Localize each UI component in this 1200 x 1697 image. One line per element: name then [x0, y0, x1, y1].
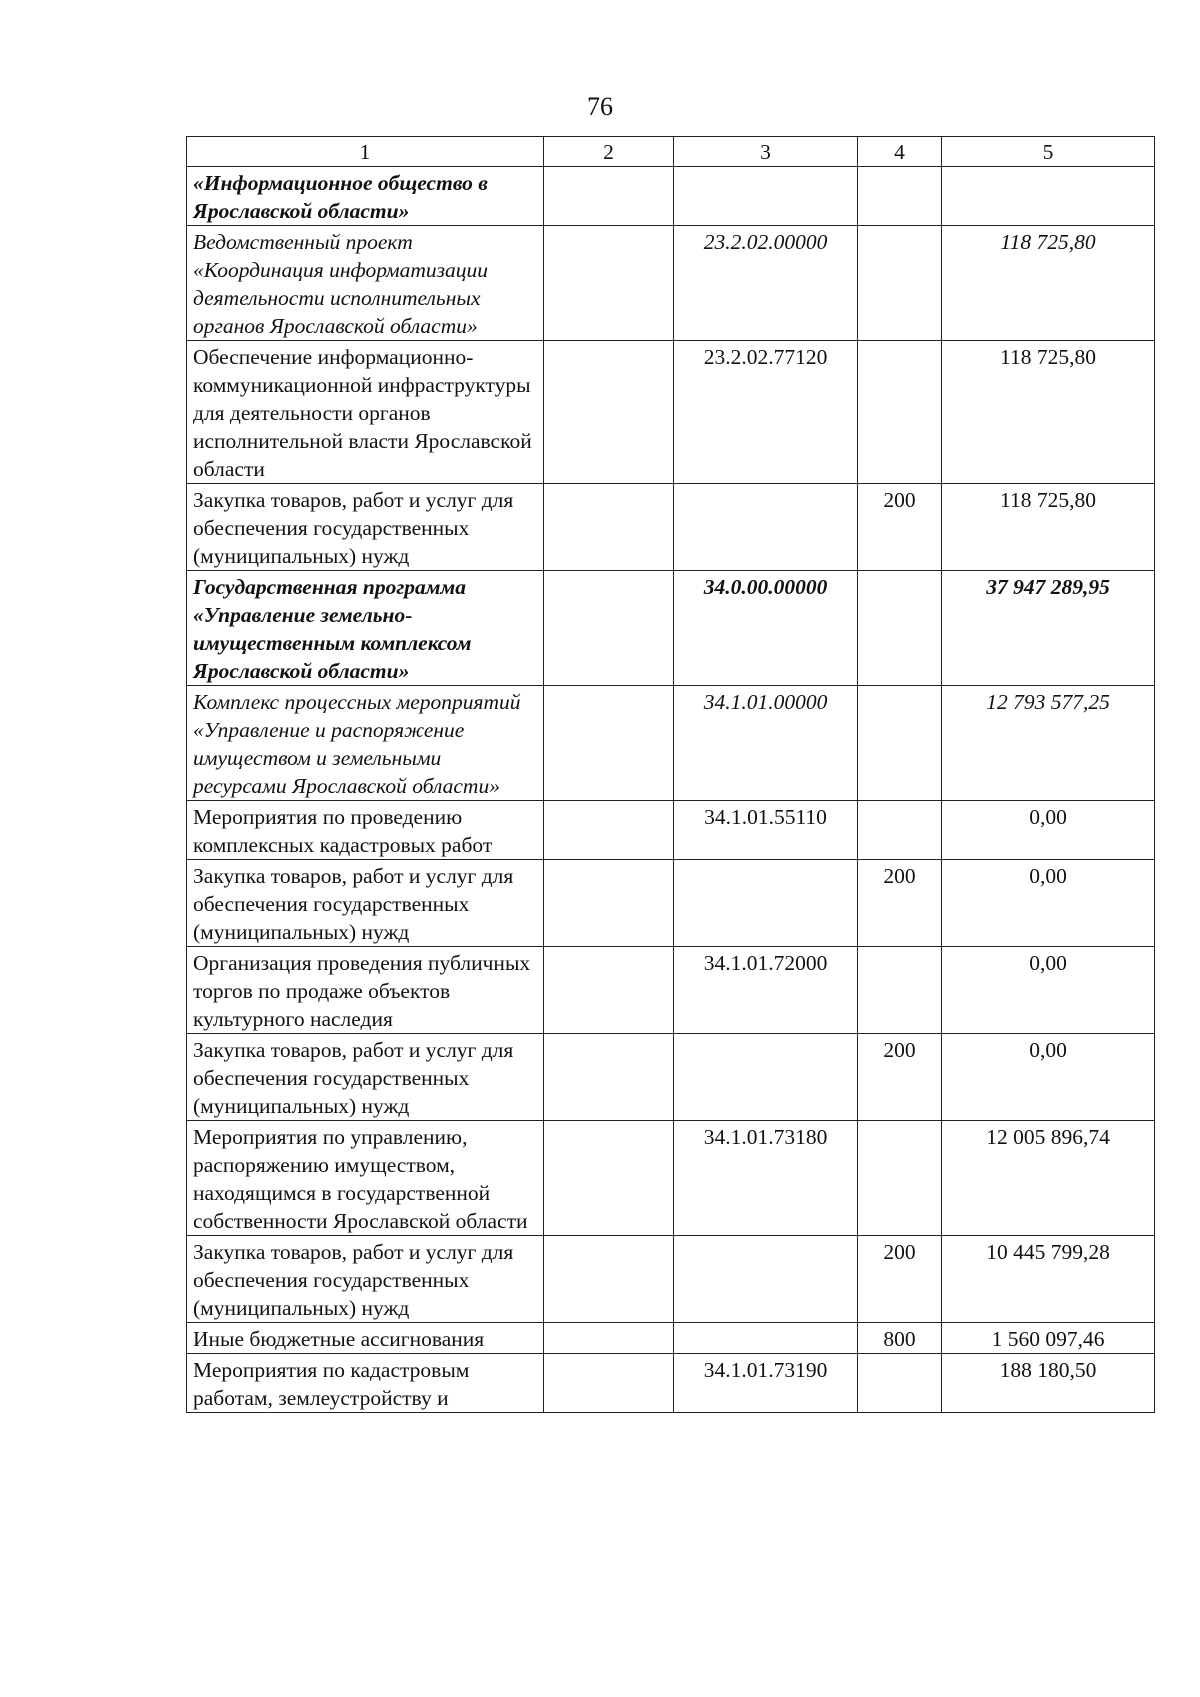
table-row [187, 686, 1155, 801]
column-header-5: 5 [942, 137, 1155, 167]
row-code-cell: 34.1.01.00000 [674, 686, 858, 801]
row-code-cell: 34.1.01.72000 [674, 947, 858, 1034]
row-name-cell: Закупка товаров, работ и услуг для обеспечения государственных (муниципальных) нужд [187, 1034, 544, 1121]
row-column-2-cell [544, 1354, 674, 1413]
table-row [187, 167, 1155, 226]
row-code-cell: 34.0.00.00000 [674, 571, 858, 686]
row-column-2-cell [544, 1236, 674, 1323]
row-column-2-cell [544, 226, 674, 341]
row-amount-cell: 0,00 [942, 1034, 1155, 1121]
row-name-cell: Закупка товаров, работ и услуг для обеспечения государственных (муниципальных) нужд [187, 1236, 544, 1323]
row-amount-cell: 10 445 799,28 [942, 1236, 1155, 1323]
row-type-cell [858, 167, 942, 226]
table-row [187, 484, 1155, 571]
row-amount-cell: 0,00 [942, 801, 1155, 860]
row-type-cell [858, 1354, 942, 1413]
table-row [187, 226, 1155, 341]
row-name-cell: Организация проведения публичных торгов по продаже объектов культурного наследия [187, 947, 544, 1034]
row-type-cell: 200 [858, 1236, 942, 1323]
column-header-3: 3 [674, 137, 858, 167]
row-column-2-cell [544, 1323, 674, 1354]
table-row [187, 801, 1155, 860]
row-amount-cell: 0,00 [942, 947, 1155, 1034]
row-type-cell: 200 [858, 860, 942, 947]
row-type-cell [858, 341, 942, 484]
row-amount-cell: 188 180,50 [942, 1354, 1155, 1413]
row-code-cell [674, 1236, 858, 1323]
table-header [187, 137, 1155, 167]
table-body [187, 167, 1155, 1413]
row-column-2-cell [544, 1034, 674, 1121]
row-column-2-cell [544, 167, 674, 226]
row-column-2-cell [544, 1121, 674, 1236]
row-name-cell: Комплекс процессных мероприятий «Управление и распоряжение имуществом и земельными ресурсами Ярославской области» [187, 686, 544, 801]
row-amount-cell: 0,00 [942, 860, 1155, 947]
table-row [187, 341, 1155, 484]
row-type-cell [858, 226, 942, 341]
row-type-cell [858, 571, 942, 686]
table-row [187, 1354, 1155, 1413]
row-column-2-cell [544, 947, 674, 1034]
row-name-cell: Мероприятия по кадастровым работам, землеустройству и [187, 1354, 544, 1413]
table-row [187, 947, 1155, 1034]
row-type-cell: 200 [858, 1034, 942, 1121]
row-name-cell: Обеспечение информационно-коммуникационной инфраструктуры для деятельности органов исполнительной власти Ярославской области [187, 341, 544, 484]
row-name-cell: Иные бюджетные ассигнования [187, 1323, 544, 1354]
row-column-2-cell [544, 571, 674, 686]
row-type-cell [858, 686, 942, 801]
row-name-cell: Государственная программа «Управление земельно-имущественным комплексом Ярославской области» [187, 571, 544, 686]
row-type-cell [858, 947, 942, 1034]
row-code-cell: 34.1.01.73180 [674, 1121, 858, 1236]
row-code-cell: 34.1.01.55110 [674, 801, 858, 860]
header-row [187, 137, 1155, 167]
row-column-2-cell [544, 801, 674, 860]
row-amount-cell: 12 005 896,74 [942, 1121, 1155, 1236]
table-row [187, 1034, 1155, 1121]
row-name-cell: «Информационное общество в Ярославской области» [187, 167, 544, 226]
row-code-cell [674, 167, 858, 226]
row-column-2-cell [544, 860, 674, 947]
row-name-cell: Ведомственный проект «Координация информатизации деятельности исполнительных органов Ярославской области» [187, 226, 544, 341]
budget-table [186, 136, 1155, 1413]
row-code-cell [674, 860, 858, 947]
table-row [187, 1323, 1155, 1354]
row-name-cell: Закупка товаров, работ и услуг для обеспечения государственных (муниципальных) нужд [187, 484, 544, 571]
table-row [187, 571, 1155, 686]
row-amount-cell [942, 167, 1155, 226]
row-type-cell [858, 801, 942, 860]
row-code-cell [674, 1034, 858, 1121]
row-column-2-cell [544, 686, 674, 801]
row-column-2-cell [544, 341, 674, 484]
row-amount-cell: 118 725,80 [942, 226, 1155, 341]
column-header-1: 1 [187, 137, 544, 167]
row-column-2-cell [544, 484, 674, 571]
row-code-cell [674, 484, 858, 571]
row-name-cell: Мероприятия по проведению комплексных кадастровых работ [187, 801, 544, 860]
column-header-4: 4 [858, 137, 942, 167]
table-row [187, 860, 1155, 947]
row-type-cell: 200 [858, 484, 942, 571]
row-type-cell [858, 1121, 942, 1236]
row-code-cell: 34.1.01.73190 [674, 1354, 858, 1413]
page-number: 76 [587, 92, 613, 121]
row-code-cell: 23.2.02.77120 [674, 341, 858, 484]
row-name-cell: Закупка товаров, работ и услуг для обеспечения государственных (муниципальных) нужд [187, 860, 544, 947]
row-amount-cell: 118 725,80 [942, 341, 1155, 484]
row-amount-cell: 37 947 289,95 [942, 571, 1155, 686]
row-amount-cell: 1 560 097,46 [942, 1323, 1155, 1354]
column-header-2: 2 [544, 137, 674, 167]
row-amount-cell: 12 793 577,25 [942, 686, 1155, 801]
row-type-cell: 800 [858, 1323, 942, 1354]
row-amount-cell: 118 725,80 [942, 484, 1155, 571]
row-code-cell [674, 1323, 858, 1354]
table-row [187, 1236, 1155, 1323]
table-row [187, 1121, 1155, 1236]
row-name-cell: Мероприятия по управлению, распоряжению имуществом, находящимся в государственной собственности Ярославской области [187, 1121, 544, 1236]
row-code-cell: 23.2.02.00000 [674, 226, 858, 341]
